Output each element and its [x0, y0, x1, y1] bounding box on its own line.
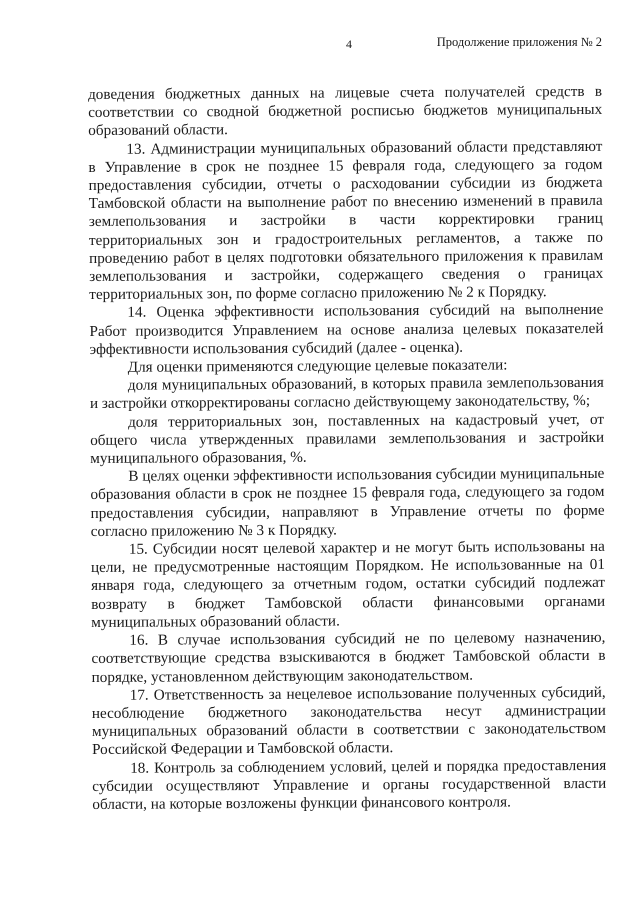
- paragraph-indicator-2: доля территориальных зон, поставленных на кадастровый учет, от общего числа утвержденных правилами землепользования и застройки муниципального образования, %.: [90, 410, 605, 468]
- paragraph-16: 16. В случае использования субсидий не по целевому назначению, соответствующие средства взыскиваются в бюджет Тамбовской области в порядке, установленном действующим законодательством.: [91, 628, 606, 686]
- paragraph-13: 13. Администрации муниципальных образований области представляют в Управление в срок не позднее 15 февраля года, следующего за годом предоставления субсидии, отчеты о расходовании субсидии из бюджета Тамбовской области на выполнение работ по внесению изменений в правила землепользования и застройки в части корректировки границ территориальных зон и градостроительных регламентов, а также по проведению работ в целях подготовки обязательного приложения к правилам землепользования и застройки, содержащего сведения о границах территориальных зон, по форме согласно приложению № 2 к Порядку.: [88, 137, 604, 304]
- appendix-continuation-label: Продолжение приложения № 2: [436, 35, 602, 49]
- paragraph-continuation: доведения бюджетных данных на лицевые счета получателей средств в соответствии со сводной бюджетной росписью бюджетов муниципальных образований области.: [88, 82, 603, 140]
- paragraph-evaluation-reports: В целях оценки эффективности использования субсидии муниципальные образования области в срок не позднее 15 февраля года, следующего за годом предоставления субсидии, направляют в Управление отчеты по форме согласно приложению № 3 к Порядку.: [90, 465, 605, 540]
- paragraph-indicator-1: доля муниципальных образований, в которых правила землепользования и застройки откорректированы согласно действующему законодательству, %;: [89, 374, 604, 413]
- document-body: [88, 83, 606, 814]
- paragraph-18: 18. Контроль за соблюдением условий, целей и порядка предоставления субсидии осуществляют Управление и органы государственной власти области, на которые возложены функции финансового контроля.: [92, 756, 607, 813]
- paragraph-14: 14. Оценка эффективности использования субсидий на выполнение Работ производится Управлением на основе анализа целевых показателей эффективности использования субсидий (далее - оценка).: [89, 301, 604, 358]
- paragraph-indicators-intro: Для оценки применяются следующие целевые показатели:: [127, 356, 508, 376]
- paragraph-17: 17. Ответственность за нецелевое использование полученных субсидий, несоблюдение бюджетного законодательства несут администрации муниципальных образований области в соответствии с законодательством Российской Федерации и Тамбовской области.: [91, 683, 606, 759]
- paragraph-15: 15. Субсидии носят целевой характер и не могут быть использованы на цели, не предусмотренные настоящим Порядком. Не использованные на 01 января года, следующего за отчетным годом, остатки субсидий подлежат возврату в бюджет Тамбовской области финансовыми органами муниципальных образований области.: [90, 537, 606, 631]
- page-number: 4: [346, 37, 352, 51]
